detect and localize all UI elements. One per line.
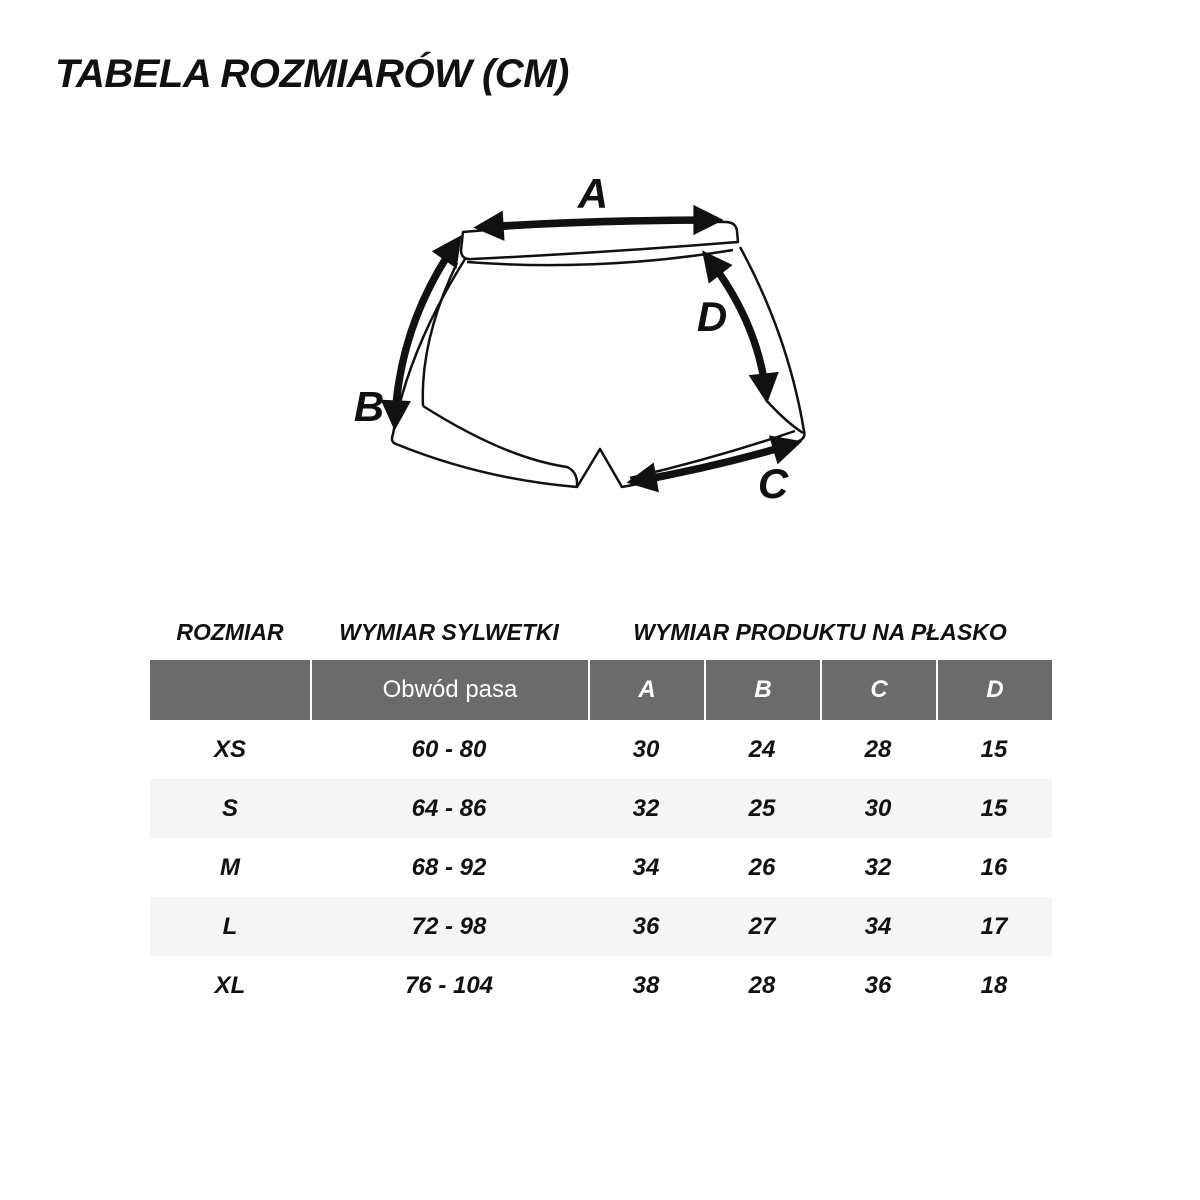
cell-waist: 68 - 92 (411, 853, 487, 881)
cell-c: 28 (864, 735, 892, 763)
cell-waist: 72 - 98 (411, 912, 487, 940)
cell-d: 16 (980, 853, 1008, 881)
cell-c: 36 (864, 971, 892, 999)
cell-size: S (221, 794, 238, 822)
header-cell-size (150, 660, 310, 720)
cell-b: 26 (748, 853, 776, 881)
cell-d: 18 (980, 971, 1008, 999)
header-cell-waist: Obwód pasa (310, 660, 588, 720)
cell-size: XL (214, 971, 246, 999)
header-cell-c: C (820, 660, 936, 720)
header-cell-b: B (704, 660, 820, 720)
column-group-body: WYMIAR SYLWETKI (339, 619, 559, 645)
cell-b: 28 (748, 971, 776, 999)
measure-label-b: B (353, 383, 385, 430)
cell-size: L (222, 912, 238, 940)
cell-b: 25 (748, 794, 776, 822)
table-row-l (150, 897, 1052, 956)
cell-waist: 64 - 86 (411, 794, 487, 822)
cell-d: 15 (980, 794, 1008, 822)
cell-d: 17 (980, 912, 1008, 940)
table-row-s (150, 779, 1052, 838)
cell-a: 36 (632, 912, 660, 940)
table-row-m (150, 838, 1052, 897)
table-group-header-row (150, 612, 1052, 648)
table-row-xl (150, 956, 1052, 1015)
column-group-product: WYMIAR PRODUKTU NA PŁASKO (633, 619, 1007, 645)
cell-size: XS (213, 735, 246, 763)
cell-d: 15 (980, 735, 1008, 763)
size-table (150, 612, 1052, 1015)
cell-c: 34 (864, 912, 892, 940)
shorts-body-outline (392, 247, 804, 487)
cell-size: M (220, 853, 240, 881)
cell-a: 38 (632, 971, 660, 999)
measure-label-a: A (577, 170, 609, 217)
measure-label-c: C (757, 460, 789, 507)
shorts-inner-line (423, 406, 577, 486)
table-header-row (150, 660, 1052, 720)
cell-waist: 60 - 80 (411, 735, 487, 763)
table-row-xs (150, 720, 1052, 779)
cell-a: 30 (632, 735, 660, 763)
cell-b: 27 (748, 912, 776, 940)
header-cell-a: A (588, 660, 704, 720)
column-group-size: ROZMIAR (176, 619, 284, 645)
cell-a: 34 (632, 853, 660, 881)
header-cell-d: D (936, 660, 1052, 720)
cell-c: 32 (864, 853, 892, 881)
shorts-measurement-diagram (340, 150, 860, 530)
page-title: TABELA ROZMIARÓW (CM) (55, 52, 569, 96)
cell-waist: 76 - 104 (404, 971, 494, 999)
shorts-inner-line (766, 400, 803, 433)
cell-c: 30 (864, 794, 892, 822)
cell-b: 24 (748, 735, 776, 763)
measure-label-d: D (696, 293, 728, 340)
cell-a: 32 (632, 794, 660, 822)
